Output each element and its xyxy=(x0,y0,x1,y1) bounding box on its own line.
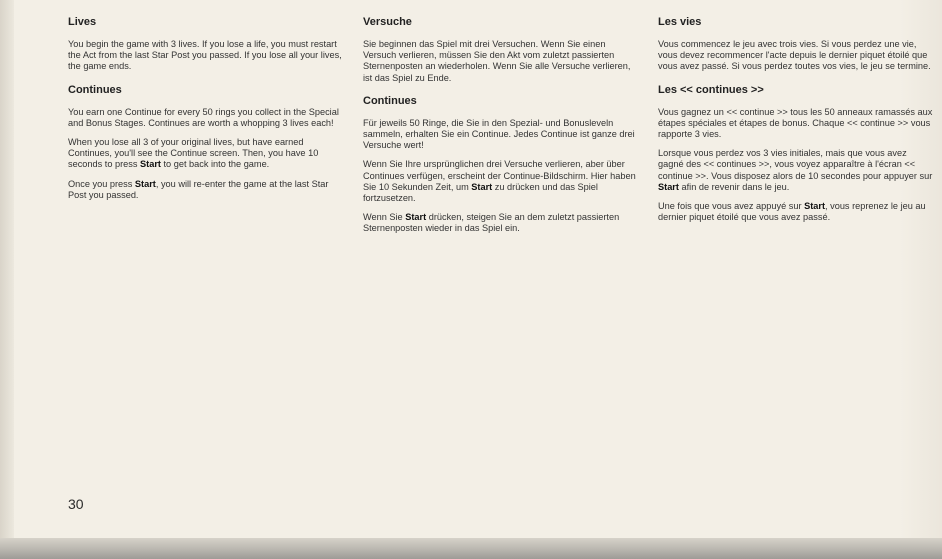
start-keyword-fr-2: Start xyxy=(804,201,826,212)
continues-p3-before-de: Wenn Sie xyxy=(363,212,406,223)
lives-heading-fr: Les vies xyxy=(658,16,702,28)
english-column xyxy=(68,15,348,201)
continues-p2-before-de: Wenn Sie Ihre ursprünglichen drei Versuche verlieren, aber über Continues verfügen, erscheint der Continue-Bildschirm. Hier haben Sie 10 Sekunden Zeit, um xyxy=(363,159,636,192)
continues-paragraph-2-de xyxy=(363,159,641,204)
lives-text-de: Sie beginnen das Spiel mit drei Versuchen. Wenn Sie einen Versuch verlieren, müssen Sie den Akt vom zuletzt passierten Sternenposten an wiederholen. Wenn Sie alle Versuche verlieren, ist das Spiel zu Ende. xyxy=(363,39,631,83)
continues-paragraph-3-fr xyxy=(658,201,934,223)
continues-paragraph-1-en: You earn one Continue for every 50 rings you collect in the Special and Bonus Stages. Continues are worth a whopping 3 lives each! xyxy=(68,106,339,128)
continues-p2-after-fr: afin de revenir dans le jeu. xyxy=(678,181,790,192)
continues-paragraph-1-de: Für jeweils 50 Ringe, die Sie in den Spezial- und Bonusleveln sammeln, erhalten Sie ein Continue. Jedes Continue ist ganze drei Versuche wert! xyxy=(363,117,635,151)
lives-text-en: You begin the game with 3 lives. If you lose a life, you must restart the Act from the last Star Post you passed. If you lose all your lives, the game ends. xyxy=(68,39,342,72)
start-keyword-fr: Start xyxy=(658,181,679,192)
continues-heading-fr: Les << continues >> xyxy=(658,83,764,96)
start-keyword-en-2: Start xyxy=(134,178,156,189)
lives-text-fr: Vous commencez le jeu avec trois vies. Si vous perdez une vie, vous devez recommencer l'acte depuis le dernier piquet étoilé que vous avez passé. Si vous perdez toutes vos vies, le jeu se termine. xyxy=(658,39,931,72)
continues-paragraph-3-en xyxy=(68,179,348,201)
lives-heading-de: Versuche xyxy=(363,16,412,28)
page-bottom-edge xyxy=(0,538,942,559)
continues-paragraph-2-en xyxy=(68,137,348,171)
continues-p3-before-en: Once you press xyxy=(68,178,135,189)
lives-heading-en: Lives xyxy=(68,16,97,28)
page-number: 30 xyxy=(68,496,84,512)
continues-paragraph-2-fr xyxy=(658,148,934,193)
continues-heading-de: Continues xyxy=(363,94,417,107)
start-keyword-en: Start xyxy=(140,159,161,170)
continues-paragraph-1-fr: Vous gagnez un << continue >> tous les 50 anneaux ramassés aux étapes spéciales et étapes de bonus. Chaque << continue >> vous rapporte 3 vies. xyxy=(658,106,933,140)
start-keyword-de: Start xyxy=(471,181,493,192)
german-column xyxy=(363,15,641,235)
continues-p2-after-en: to get back into the game. xyxy=(160,159,270,170)
continues-p3-after-fr: , vous reprenez le jeu au dernier piquet étoilé que vous avez passé. xyxy=(658,201,926,223)
french-column xyxy=(658,15,934,223)
continues-paragraph-3-de xyxy=(363,212,641,234)
start-keyword-de-2: Start xyxy=(405,212,427,223)
book-spine-shadow xyxy=(0,0,14,559)
continues-p2-before-en: When you lose all 3 of your original lives, but have earned Continues, you'll see the Continue screen. Then, you have 10 seconds to press xyxy=(68,137,319,170)
continues-p2-after-de: zu drücken und das Spiel fortzusetzen. xyxy=(363,181,598,204)
continues-p3-before-fr: Une fois que vous avez appuyé sur xyxy=(658,201,805,212)
continues-p3-after-en: , you will re-enter the game at the last Star Post you passed. xyxy=(68,178,329,200)
continues-heading-en: Continues xyxy=(68,83,122,96)
continues-p3-after-de: drücken, steigen Sie an dem zuletzt passierten Sternenposten wieder in das Spiel ein. xyxy=(363,212,620,234)
continues-p2-before-fr: Lorsque vous perdez vos 3 vies initiales, mais que vous avez gagné des << continues >>, vous voyez apparaître à l'écran << continue >>. Vous disposez alors de 10 secondes pour appuyer sur xyxy=(658,148,933,181)
